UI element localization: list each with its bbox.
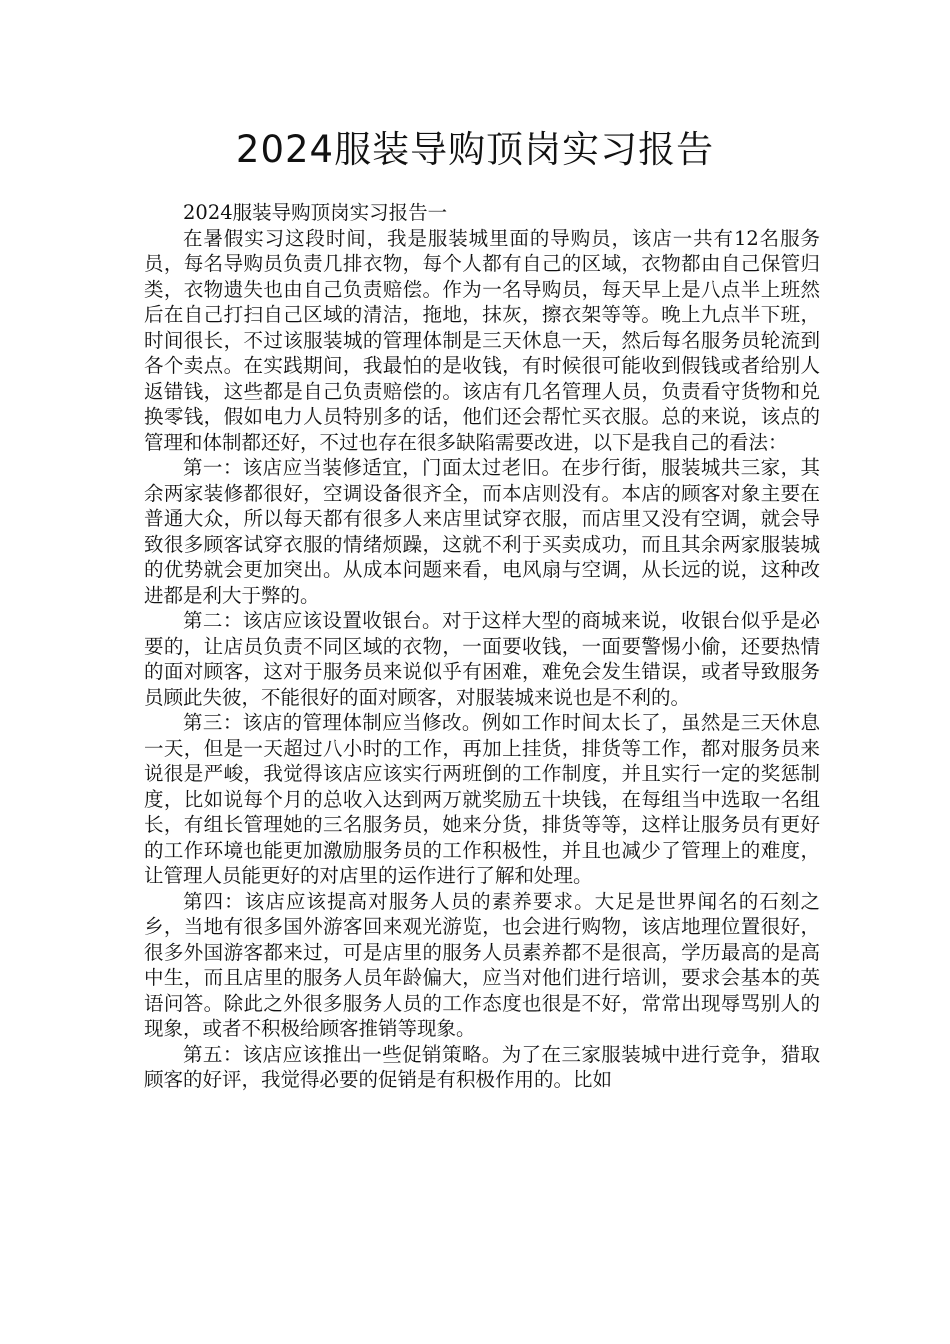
paragraph-fifth-point: 第五：该店应该推出一些促销策略。为了在三家服装城中进行竞争，猎取顾客的好评，我觉得必要的促销是有积极作用的。比如 — [144, 1042, 820, 1091]
paragraph-first-point: 第一：该店应当装修适宜，门面太过老旧。在步行街，服装城共三家，其余两家装修都很好，空调设备很齐全，而本店则没有。本店的顾客对象主要在普通大众，所以每天都有很多人来店里试穿衣服，而店里又没有空调，就会导致很多顾客试穿衣服的情绪烦躁，这就不利于买卖成功，而且其余两家服装城的优势就会更加突出。从成本问题来看，电风扇与空调，从长远的说，这种改进都是利大于弊的。 — [144, 456, 820, 607]
paragraph-fourth-point: 第四：该店应该提高对服务人员的素养要求。大足是世界闻名的石刻之乡，当地有很多国外游客回来观光游览，也会进行购物，该店地理位置很好，很多外国游客都来过，可是店里的服务人员素养都不是很高，学历最高的是高中生，而且店里的服务人员年龄偏大，应当对他们进行培训，要求会基本的英语问答。除此之外很多服务人员的工作态度也很是不好，常常出现辱骂别人的现象，或者不积极给顾客推销等现象。 — [144, 889, 820, 1040]
document-body — [144, 200, 820, 1093]
paragraph-second-point: 第二：该店应该设置收银台。对于这样大型的商城来说，收银台似乎是必要的，让店员负责不同区域的衣物，一面要收钱，一面要警惕小偷，还要热情的面对顾客，这对于服务员来说似乎有困难，难免会发生错误，或者导致服务员顾此失彼，不能很好的面对顾客，对服装城来说也是不利的。 — [144, 609, 820, 709]
paragraph-third-point: 第三：该店的管理体制应当修改。例如工作时间太长了，虽然是三天休息一天，但是一天超过八小时的工作，再加上挂货，排货等工作，都对服务员来说很是严峻，我觉得该店应该实行两班倒的工作制度，并且实行一定的奖惩制度，比如说每个月的总收入达到两万就奖励五十块钱，在每组当中选取一名组长，有组长管理她的三名服务员，她来分货，排货等等，这样让服务员有更好的工作环境也能更加激励服务员的工作积极性，并且也减少了管理上的难度，让管理人员能更好的对店里的运作进行了解和处理。 — [144, 711, 820, 887]
paragraph-intro: 在暑假实习这段时间，我是服装城里面的导购员，该店一共有12名服务员，每名导购员负责几排衣物，每个人都有自己的区域，衣物都由自己保管归类，衣物遗失也由自己负责赔偿。作为一名导购员，每天早上是八点半上班然后在自己打扫自己区域的清洁，拖地，抹灰，擦衣架等等。晚上九点半下班，时间很长，不过该服装城的管理体制是三天休息一天，然后每名服务员轮流到各个卖点。在实践期间，我最怕的是收钱，有时候很可能收到假钱或者给别人返错钱，这些都是自己负责赔偿的。该店有几名管理人员，负责看守货物和兑换零钱，假如电力人员特别多的话，他们还会帮忙买衣服。总的来说，该点的管理和体制都还好，不过也存在很多缺陷需要改进，以下是我自己的看法： — [144, 226, 820, 454]
subtitle-paragraph: 2024服装导购顶岗实习报告一 — [183, 201, 448, 224]
document-title: 2024服装导购顶岗实习报告 — [235, 128, 715, 171]
